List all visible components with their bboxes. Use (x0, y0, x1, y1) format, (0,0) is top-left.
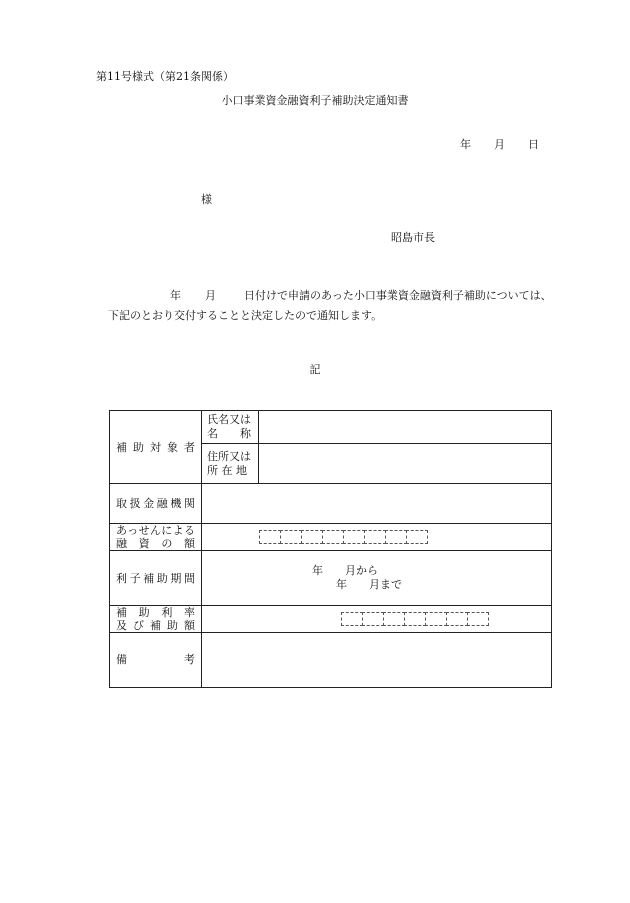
bank-label: 取扱金融機関 (110, 484, 202, 524)
body-year: 年 (170, 289, 181, 302)
body-line-2: 下記のとおり交付することと決定したので通知します。 (108, 309, 383, 322)
name-label: 氏名又は 名 称 (202, 411, 259, 444)
rate-amount-digit-boxes[interactable] (341, 612, 551, 626)
subsidy-details-table (109, 410, 552, 688)
issuer-name: 昭島市長 (391, 231, 435, 244)
name-field[interactable] (259, 411, 552, 444)
rate-label: 補 助 利 率 及 び 補 助 額 (110, 606, 202, 633)
period-from: 年 月から (312, 564, 378, 577)
date-day: 日 (528, 138, 539, 151)
remarks-label: 備 考 (110, 633, 202, 688)
loan-amount-field[interactable] (202, 524, 552, 551)
ki-heading: 記 (309, 363, 321, 376)
date-month: 月 (494, 138, 505, 151)
target-label: 補助対象者 (110, 411, 202, 484)
period-label: 利子補助期間 (110, 551, 202, 606)
rate-amount-field[interactable] (202, 606, 552, 633)
date-year: 年 (460, 138, 471, 151)
period-field[interactable] (202, 551, 552, 606)
recipient-honorific: 様 (201, 193, 212, 206)
address-field[interactable] (259, 444, 552, 484)
document-title: 小口事業資金融資利子補助決定通知書 (221, 94, 409, 107)
bank-field[interactable] (202, 484, 552, 524)
date-line (460, 136, 539, 152)
address-label: 住所又は 所 在 地 (202, 444, 259, 484)
period-to: 年 月まで (336, 578, 402, 591)
body-text: 日付けで申請のあった小口事業資金融資利子補助については、 (244, 289, 552, 302)
body-month: 月 (205, 289, 216, 302)
remarks-field[interactable] (202, 633, 552, 688)
loan-amount-digit-boxes[interactable] (259, 530, 551, 544)
form-number: 第11号様式（第21条関係） (96, 70, 234, 83)
body-line-1 (170, 287, 552, 303)
loan-label: あっせんによる 融 資 の 額 (110, 524, 202, 551)
